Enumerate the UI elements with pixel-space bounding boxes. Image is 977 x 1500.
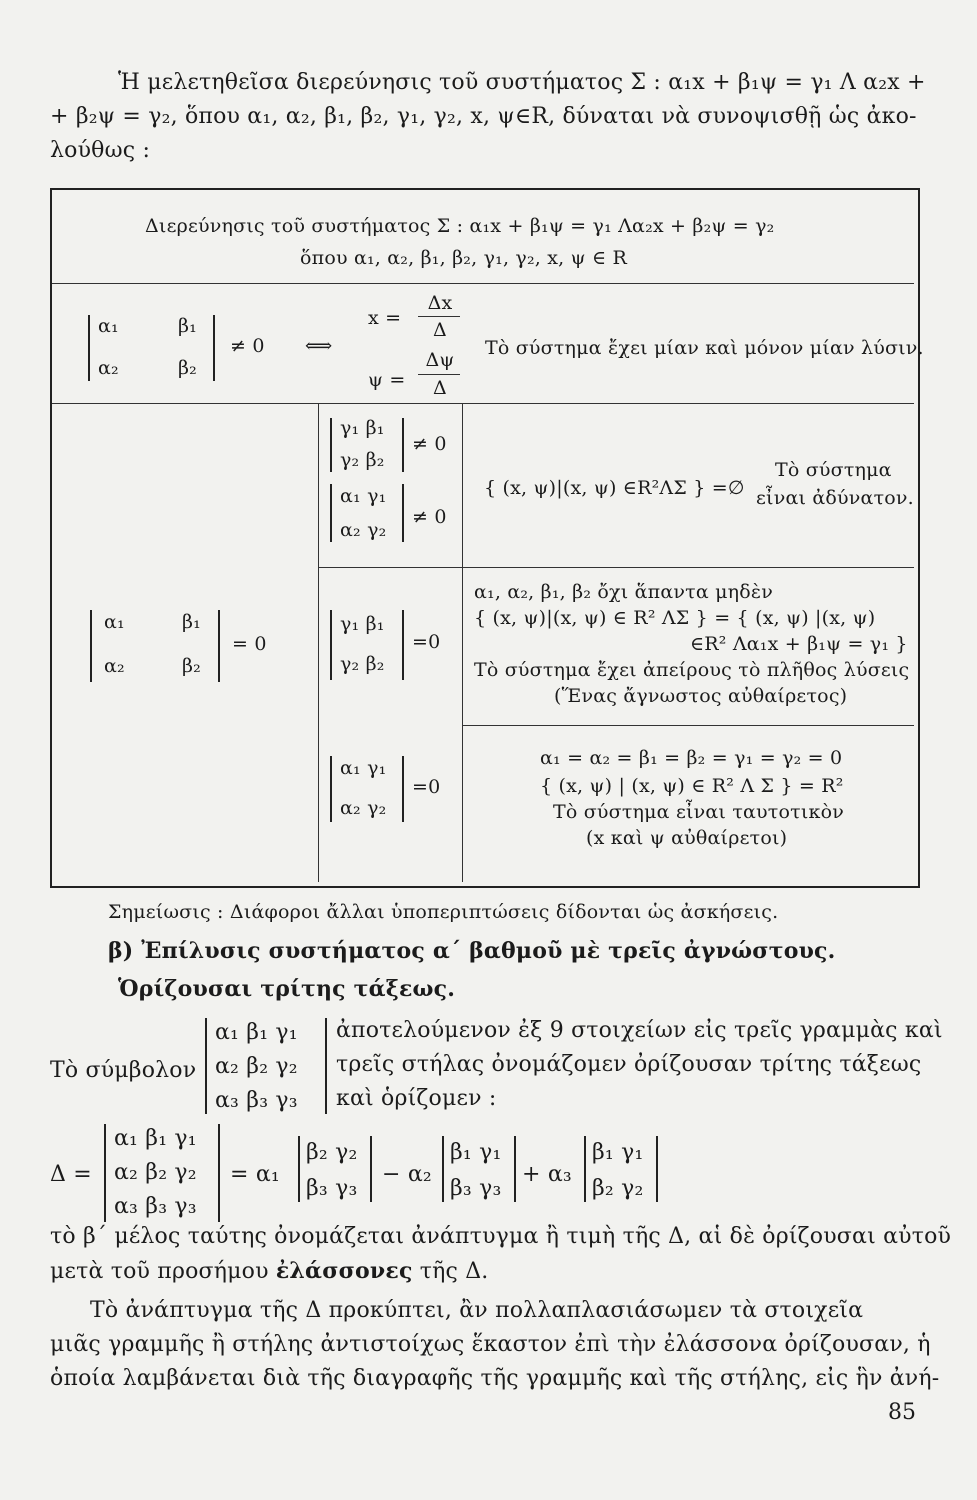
plus-alpha3: + α₃ <box>522 1162 572 1187</box>
page-number: 85 <box>888 1400 916 1425</box>
symbol-text-3: καὶ ὁρίζομεν : <box>336 1086 497 1111</box>
det-bar <box>330 418 332 472</box>
det-g2b2: γ₂ β₂ <box>340 653 385 675</box>
det-g2b2: γ₂ β₂ <box>340 449 385 471</box>
identity-line-1: α₁ = α₂ = β₁ = β₂ = γ₁ = γ₂ = 0 <box>540 747 843 769</box>
minor2-bottom: β₃ γ₃ <box>450 1176 502 1201</box>
fraction-bar <box>418 316 460 317</box>
y-eq: ψ = <box>368 369 406 391</box>
minor3-bottom: β₂ γ₂ <box>592 1176 644 1201</box>
delta: Δ <box>433 377 447 399</box>
symbol-row-1: α₁ β₁ γ₁ <box>215 1020 298 1045</box>
delta-label: Δ = <box>50 1162 92 1187</box>
det-a1: α₁ <box>98 315 119 337</box>
minor-bar <box>514 1136 516 1202</box>
det-g1b1: γ₁ β₁ <box>340 613 385 635</box>
expansion-row-1: α₁ β₁ γ₁ <box>114 1126 197 1151</box>
infinite-line-1: α₁, α₂, β₁, β₂ ὄχι ἅπαντα μηδὲν <box>474 581 774 603</box>
det-bar <box>88 315 90 381</box>
det-a1g1: α₁ γ₁ <box>340 485 387 507</box>
det-bar <box>330 756 332 822</box>
expansion-row-3: α₃ β₃ γ₃ <box>114 1194 197 1219</box>
body-text: μετὰ τοῦ προσήμου <box>50 1259 276 1284</box>
det-bar <box>330 484 332 542</box>
empty-solution-set: { (x, ψ)|(x, ψ) ∈R²ΛΣ } =∅ <box>484 477 745 499</box>
eq-zero: =0 <box>412 776 441 798</box>
infinite-line-4: Τὸ σύστημα ἔχει ἀπείρους τὸ πλῆθος λύσεις <box>474 659 910 681</box>
iff-arrow: ⟺ <box>305 335 333 357</box>
body-text: τῆς Δ. <box>412 1259 489 1284</box>
unique-solution-text: Τὸ σύστημα ἔχει μίαν καὶ μόνον μίαν λύσιν. <box>485 337 924 359</box>
body-line-5: ὁποία λαμβάνεται διὰ τῆς διαγραφῆς τῆς γραμμῆς καὶ τῆς στήλης, εἰς ἣν ἀνή- <box>50 1366 940 1391</box>
det-bar <box>90 610 92 682</box>
table-rule <box>318 567 914 568</box>
det-a2g2: α₂ γ₂ <box>340 519 387 541</box>
intro-line-3: λούθως : <box>50 138 151 163</box>
eq-zero: =0 <box>412 631 441 653</box>
eq-alpha1: = α₁ <box>230 1162 280 1187</box>
det-bar <box>218 1124 220 1222</box>
body-bold-term: ἐλάσσονες <box>275 1258 413 1284</box>
symbol-row-2: α₂ β₂ γ₂ <box>215 1054 298 1079</box>
column-divider <box>318 403 319 882</box>
intro-line-1: Ἡ μελετηθεῖσα διερεύνησις τοῦ συστήματος Σ : α₁x + β₁ψ = γ₁ Λ α₂x + <box>118 70 926 95</box>
det-b1: β₁ <box>178 315 198 337</box>
minor-bar <box>370 1136 372 1202</box>
minor2-top: β₁ γ₁ <box>450 1140 502 1165</box>
det-a1: α₁ <box>104 611 125 633</box>
eq-zero: = 0 <box>232 633 267 655</box>
infinite-line-3: ∈R² Λα₁x + β₁ψ = γ₁ } <box>690 633 908 655</box>
det-b2: β₂ <box>178 357 198 379</box>
symbol-text-2: τρεῖς στήλας ὀνομάζομεν ὀρίζουσαν τρίτης τάξεως <box>336 1052 922 1077</box>
column-divider <box>462 403 463 567</box>
det-bar <box>402 610 404 680</box>
table-rule <box>52 283 914 284</box>
body-line-3: Τὸ ἀνάπτυγμα τῆς Δ προκύπτει, ἂν πολλαπλασιάσωμεν τὰ στοιχεῖα <box>90 1298 864 1323</box>
note: Σημείωσις : Διάφοροι ἄλλαι ὑποπεριπτώσεις δίδονται ὡς ἀσκήσεις. <box>108 901 779 923</box>
minor-bar <box>442 1136 444 1202</box>
minor1-top: β₂ γ₂ <box>306 1140 358 1165</box>
delta-x: Δx <box>427 292 453 314</box>
minor3-top: β₁ γ₁ <box>592 1140 644 1165</box>
minor-bar <box>584 1136 586 1202</box>
minor-bar <box>656 1136 658 1202</box>
minus-alpha2: − α₂ <box>382 1162 432 1187</box>
body-line-4: μιᾶς γραμμῆς ἢ στήλης ἀντιστοίχως ἕκαστον ἐπὶ τὴν ἐλάσσονα ὀρίζουσαν, ἡ <box>50 1332 931 1357</box>
det-a1g1: α₁ γ₁ <box>340 757 387 779</box>
neq-zero: ≠ 0 <box>230 335 265 357</box>
neq-zero: ≠ 0 <box>412 433 447 455</box>
x-eq: x = <box>368 307 402 329</box>
delta-y: Δψ <box>425 349 455 371</box>
impossible-text-2: εἶναι ἀδύνατον. <box>756 487 914 509</box>
minor-bar <box>298 1136 300 1202</box>
intro-line-2: + β₂ψ = γ₂, ὅπου α₁, α₂, β₁, β₂, γ₁, γ₂, x, ψ∈R, δύναται νὰ συνοψισθῇ ὡς ἀκο- <box>50 104 917 129</box>
body-line-1: τὸ β΄ μέλος ταύτης ὀνομάζεται ἀνάπτυγμα ἢ τιμὴ τῆς Δ, αἱ δὲ ὀρίζουσαι αὐτοῦ <box>50 1224 952 1249</box>
symbol-row-3: α₃ β₃ γ₃ <box>215 1088 298 1113</box>
det-a2: α₂ <box>98 357 119 379</box>
det-bar <box>104 1124 106 1222</box>
det-bar <box>402 756 404 822</box>
table-rule <box>462 725 914 726</box>
table-title: Διερεύνησις τοῦ συστήματος Σ : α₁x + β₁ψ = γ₁ Λα₂x + β₂ψ = γ₂ <box>145 215 775 237</box>
impossible-text-1: Τὸ σύστημα <box>775 459 892 481</box>
det-bar <box>402 418 404 472</box>
fraction-bar <box>418 374 460 375</box>
symbol-label: Τὸ σύμβολον <box>50 1058 197 1083</box>
table-rule <box>52 403 914 404</box>
table-subtitle: ὅπου α₁, α₂, β₁, β₂, γ₁, γ₂, x, ψ ∈ R <box>300 247 628 269</box>
infinite-line-2: { (x, ψ)|(x, ψ) ∈ R² ΛΣ } = { (x, ψ) |(x, ψ) <box>474 607 876 629</box>
det-a2g2: α₂ γ₂ <box>340 797 387 819</box>
det-g1b1: γ₁ β₁ <box>340 417 385 439</box>
section-heading: β) Ἐπίλυσις συστήματος α΄ βαθμοῦ μὲ τρεῖς ἀγνώστους. <box>108 938 836 964</box>
det-bar <box>218 610 220 682</box>
section-subheading: Ὁρίζουσαι τρίτης τάξεως. <box>118 976 456 1002</box>
det-b1: β₁ <box>182 611 202 633</box>
identity-line-2: { (x, ψ) | (x, ψ) ∈ R² Λ Σ } = R² <box>540 775 844 797</box>
det-b2: β₂ <box>182 655 202 677</box>
identity-line-3: Τὸ σύστημα εἶναι ταυτοτικὸν <box>553 801 844 823</box>
column-divider <box>462 567 463 882</box>
identity-line-4: (x καὶ ψ αὐθαίρετοι) <box>586 827 788 849</box>
expansion-row-2: α₂ β₂ γ₂ <box>114 1160 197 1185</box>
symbol-text-1: ἀποτελούμενον ἐξ 9 στοιχείων εἰς τρεῖς γραμμὰς καὶ <box>336 1018 943 1043</box>
infinite-line-5: (Ἕνας ἄγνωστος αὐθαίρετος) <box>554 685 848 707</box>
det-bar <box>213 315 215 381</box>
delta: Δ <box>433 319 447 341</box>
minor1-bottom: β₃ γ₃ <box>306 1176 358 1201</box>
det-a2: α₂ <box>104 655 125 677</box>
det-bar <box>205 1018 207 1114</box>
det-bar <box>402 484 404 542</box>
body-line-2 <box>50 1256 489 1287</box>
det-bar <box>325 1018 327 1114</box>
neq-zero: ≠ 0 <box>412 506 447 528</box>
det-bar <box>330 610 332 680</box>
